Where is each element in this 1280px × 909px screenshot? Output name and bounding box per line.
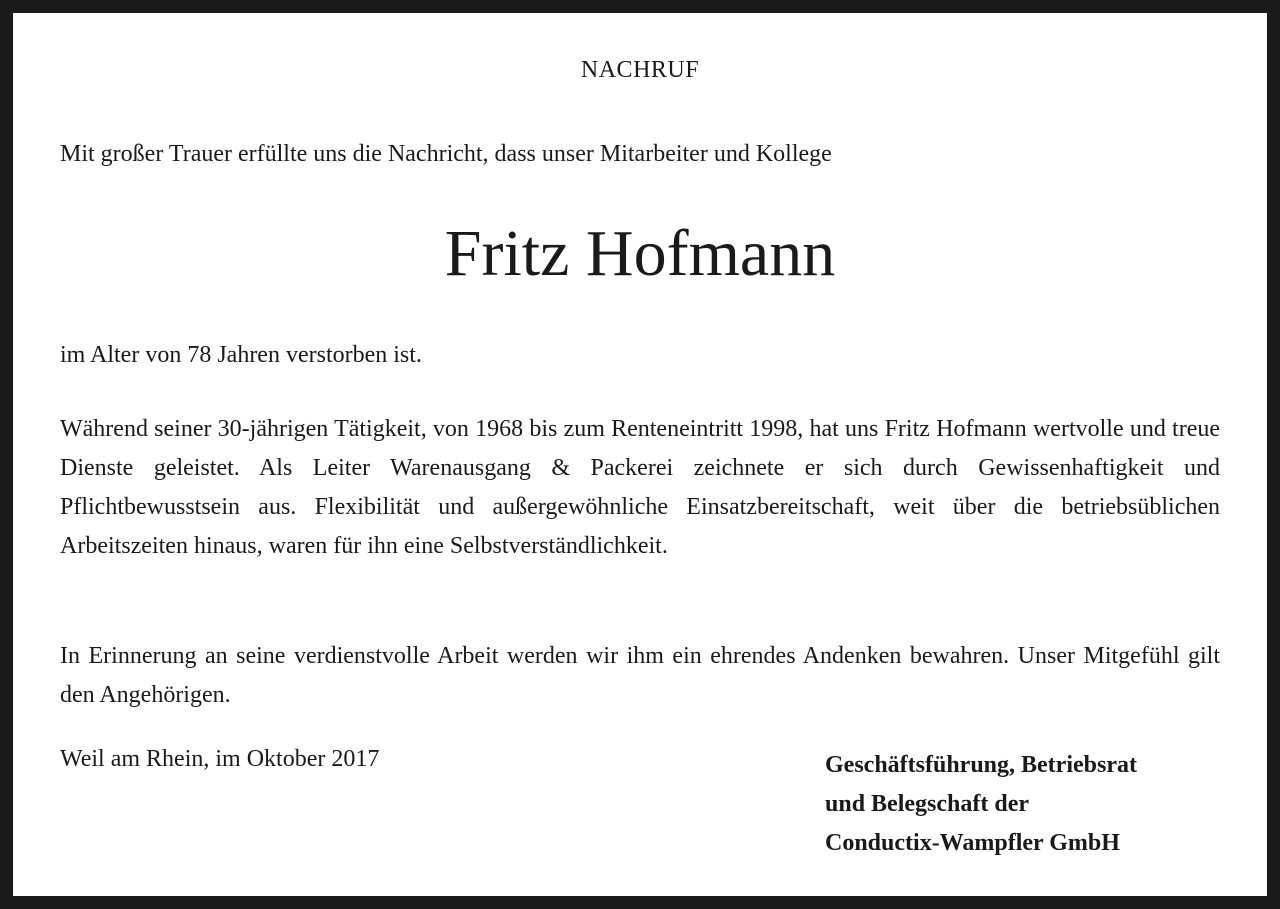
signature-line: Conductix-Wampfler GmbH — [825, 830, 1120, 856]
signature-line: und Belegschaft der — [825, 791, 1029, 817]
notice-heading: NACHRUF — [580, 57, 700, 83]
signature-line: Geschäftsführung, Betriebsrat — [825, 752, 1137, 778]
memory-paragraph: In Erinnerung an seine verdienstvolle Arbeit werden wir ihm ein ehrendes Andenken bewahren. Unser Mitgefühl gilt den Angehörigen. — [60, 643, 1220, 708]
career-paragraph: Während seiner 30-jährigen Tätigkeit, von 1968 bis zum Renteneintritt 1998, hat uns Fritz Hofmann wertvolle und treue Dienste geleistet. Als Leiter Warenausgang & Packerei zeichnete er sich durch Gewissenhaftigkeit und Pflichtbewusstsein aus. Flexibilität und außergewöhnliche Einsatzbereitschaft, weit über die betriebsüblichen Arbeitszeiten hinaus, waren für ihn eine Selbstverständlichkeit. — [60, 416, 1220, 559]
obituary-notice — [13, 13, 1267, 896]
intro-text: Mit großer Trauer erfüllte uns die Nachricht, dass unser Mitarbeiter und Kollege — [60, 141, 832, 167]
place-date: Weil am Rhein, im Oktober 2017 — [60, 746, 380, 772]
signature-block — [825, 746, 1137, 863]
deceased-name: Fritz Hofmann — [444, 217, 836, 290]
age-text: im Alter von 78 Jahren verstorben ist. — [60, 342, 422, 368]
